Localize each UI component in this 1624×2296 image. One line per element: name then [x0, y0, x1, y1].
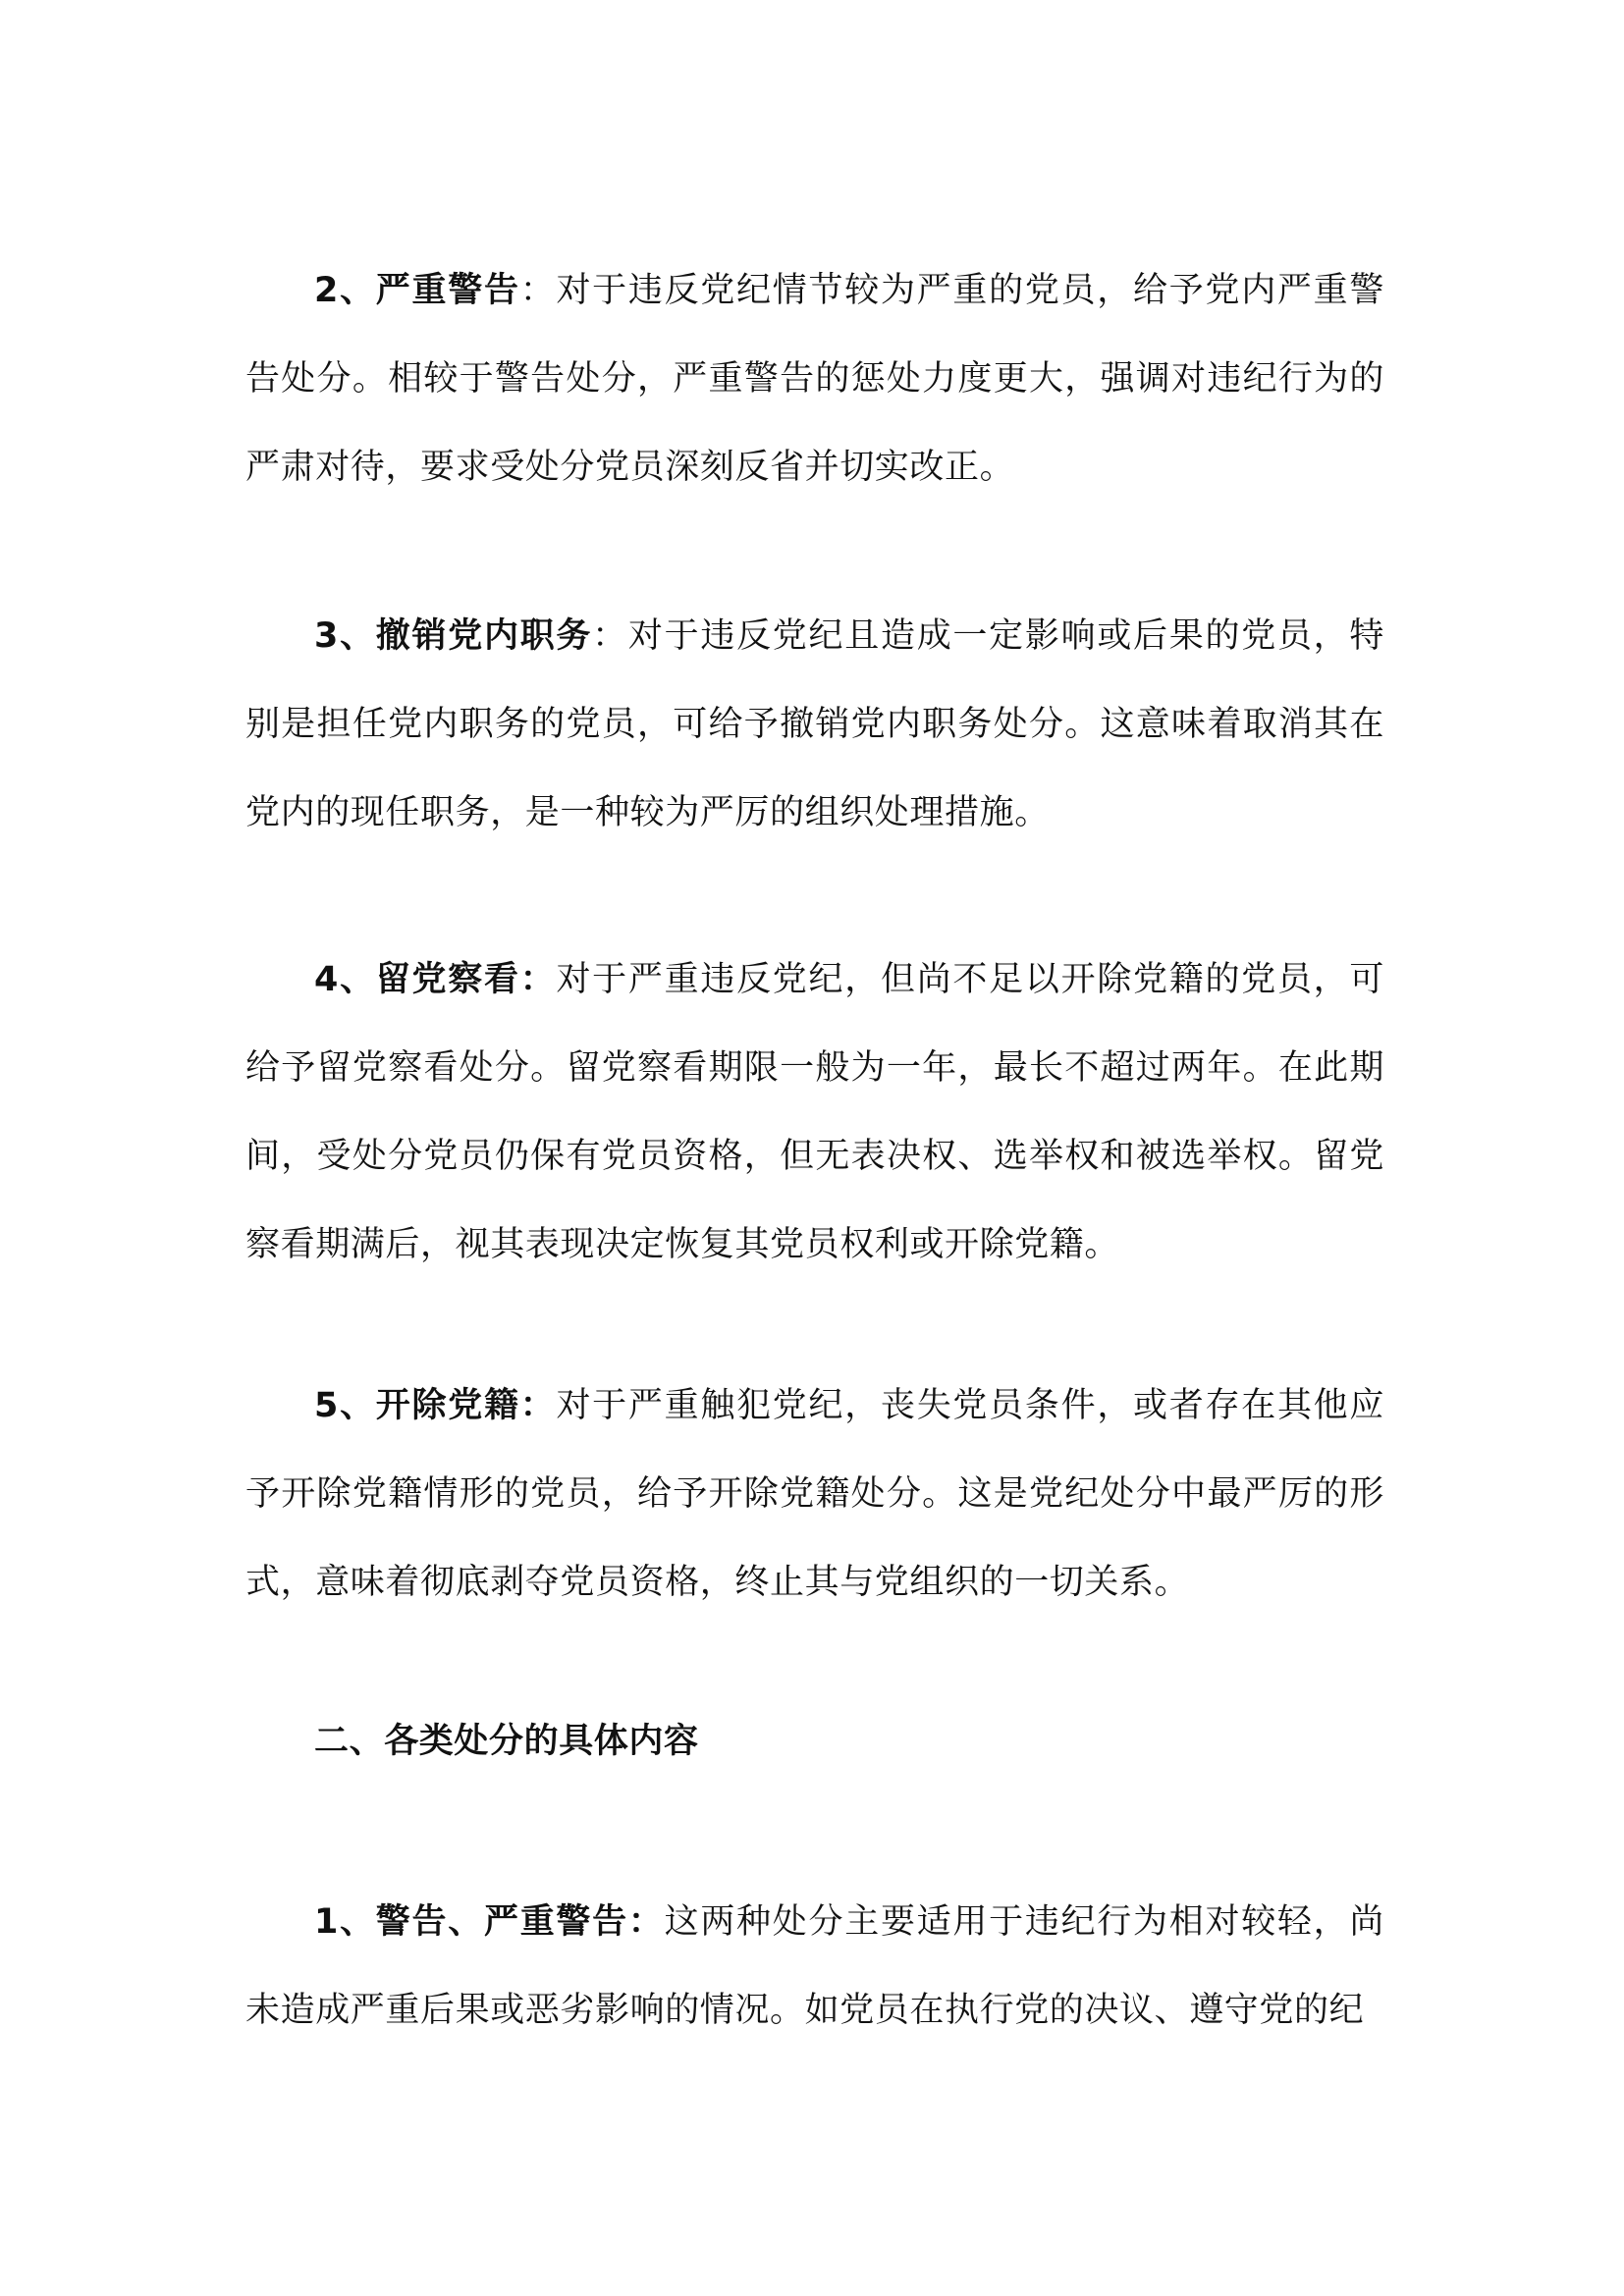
paragraph-body: 对于严重违反党纪，但尚不足以开除党籍的党员，可给予留党察看处分。留党察看期限一般为一年，最长不超过两年。在此期间，受处分党员仍保有党员资格，但无表决权、选举权和被选举权。留党察看期满后，视其表现决定恢复其党员权利或开除党籍。: [245, 960, 1384, 1264]
paragraph-serious-warning: [245, 246, 1384, 511]
paragraph-term: 2、严重警告: [314, 271, 520, 310]
paragraph-warnings-content: [245, 1878, 1384, 2055]
paragraph-probation: [245, 935, 1384, 1289]
paragraph-term: 4、留党察看：: [314, 960, 557, 999]
term-separator: ：: [519, 271, 557, 310]
paragraph-revoke-party-post: [245, 592, 1384, 857]
paragraph-body: 对于严重触犯党纪，丧失党员条件，或者存在其他应予开除党籍情形的党员，给予开除党籍处分。这是党纪处分中最严厉的形式，意味着彻底剥夺党员资格，终止其与党组织的一切关系。: [245, 1386, 1384, 1602]
paragraph-body: 对于违反党纪且造成一定影响或后果的党员，特别是担任党内职务的党员，可给予撤销党内职务处分。这意味着取消其在党内的现任职务，是一种较为严厉的组织处理措施。: [245, 616, 1384, 832]
section-heading: 二、各类处分的具体内容: [314, 1722, 699, 1762]
paragraph-body: 对于违反党纪情节较为严重的党员，给予党内严重警告处分。相较于警告处分，严重警告的惩处力度更大，强调对违纪行为的严肃对待，要求受处分党员深刻反省并切实改正。: [245, 271, 1384, 487]
paragraph-term: 5、开除党籍：: [314, 1386, 557, 1425]
paragraph-term: 3、撤销党内职务: [314, 616, 593, 656]
term-separator: ：: [592, 616, 628, 656]
paragraph-term: 1、警告、严重警告：: [314, 1902, 665, 1942]
paragraph-expulsion: [245, 1362, 1384, 1627]
paragraph-body: 这两种处分主要适用于违纪行为相对较轻，尚未造成严重后果或恶劣影响的情况。如党员在执行党的决议、遵守党的纪: [245, 1902, 1384, 2030]
